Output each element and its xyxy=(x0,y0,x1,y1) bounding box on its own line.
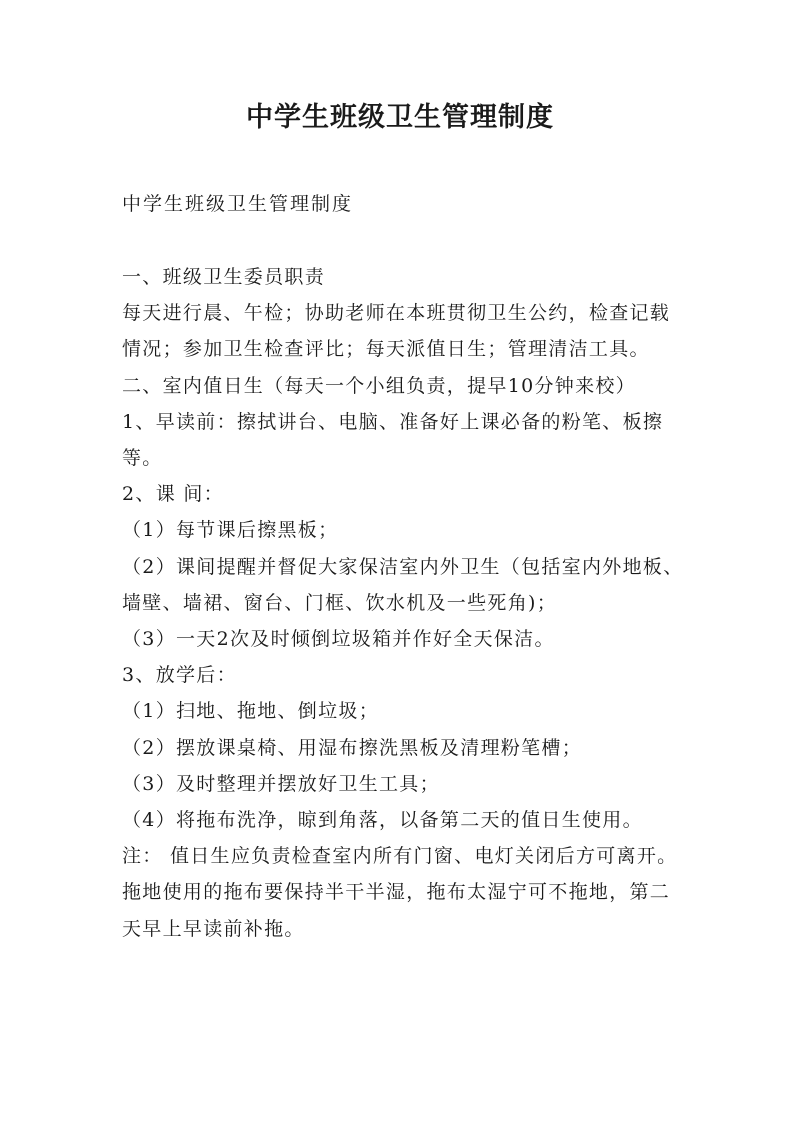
paragraph-before-reading: 1、早读前：擦拭讲台、电脑、准备好上课必备的粉笔、板擦等。 xyxy=(122,410,664,470)
list-item: （2）摆放课桌椅、用湿布擦洗黑板及清理粉笔槽； xyxy=(122,736,582,759)
list-item: （2）课间提醒并督促大家保洁室内外卫生（包括室内外地板、墙壁、墙裙、窗台、门框、饮水机及一些死角)； xyxy=(122,555,684,614)
section-heading-indoor: 二、室内值日生（每天一个小组负责，提早10分钟来校） xyxy=(122,374,636,397)
note-paragraph: 注： 值日生应负责检查室内所有门窗、电灯关闭后方可离开。 xyxy=(122,845,678,868)
paragraph-duties: 每天进行晨、午检；协助老师在本班贯彻卫生公约，检查记载情况；参加卫生检查评比；每天派值日生；管理清洁工具。 xyxy=(122,302,671,361)
list-item: （3）一天2次及时倾倒垃圾箱并作好全天保洁。 xyxy=(122,628,555,651)
list-item: （3）及时整理并摆放好卫生工具； xyxy=(122,772,440,795)
subheading-after-school: 3、放学后： xyxy=(122,664,237,687)
section-heading-duties: 一、班级卫生委员职责 xyxy=(122,266,326,288)
paragraph-mop: 拖地使用的拖布要保持半干半湿，拖布太湿宁可不拖地，第二天早上早读前补拖。 xyxy=(122,881,671,940)
document-subtitle: 中学生班级卫生管理制度 xyxy=(122,193,354,215)
list-item: （4）将拖布洗净，晾到角落，以备第二天的值日生使用。 xyxy=(122,809,643,832)
list-item: （1）每节课后擦黑板； xyxy=(122,519,339,542)
subheading-break: 2、课 间： xyxy=(122,483,224,506)
list-item: （1）扫地、拖地、倒垃圾； xyxy=(122,700,379,723)
document-body xyxy=(122,259,690,947)
document-title: 中学生班级卫生管理制度 xyxy=(246,102,554,133)
